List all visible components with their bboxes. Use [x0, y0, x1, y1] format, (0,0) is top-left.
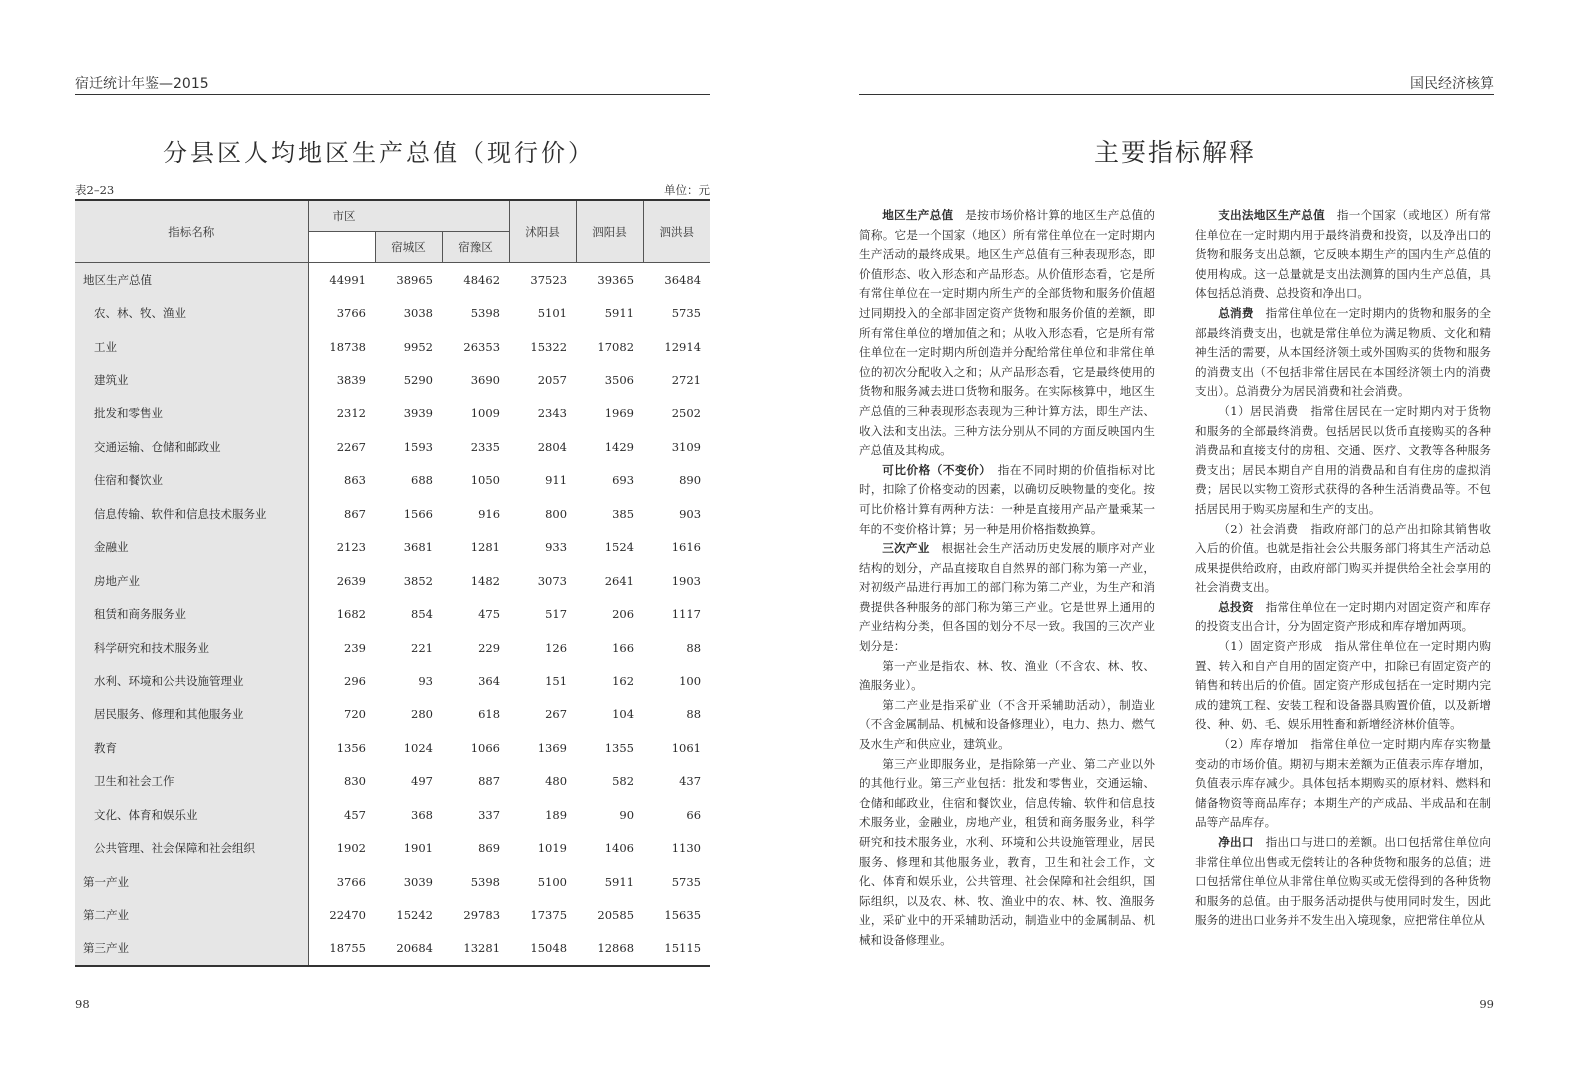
table-row — [75, 631, 710, 664]
table-cell: 13281 — [442, 932, 509, 966]
table-cell: 126 — [545, 640, 568, 655]
table-cell: 618 — [478, 707, 501, 722]
explanation-paragraph — [1195, 735, 1491, 833]
table-cell: 5735 — [671, 874, 702, 889]
table-cell: 1682 — [336, 607, 366, 622]
table-cell: 3073 — [537, 573, 568, 588]
row-label: 公共管理、社会保障和社会组织 — [75, 831, 308, 864]
right-page — [790, 0, 1587, 1077]
table-cell: 221 — [411, 640, 433, 655]
table-cell: 15242 — [396, 908, 433, 923]
term-definition: 第二产业是指采矿业（不含开采辅助活动），制造业（不含金属制品、机械和设备修理业），电力、热力、燃气及水生产和供应业，建筑业。 — [859, 697, 1155, 752]
explanation-paragraph — [859, 755, 1155, 951]
table-cell: 3038 — [403, 306, 433, 321]
explanations-column-left — [859, 206, 1155, 951]
term-heading: 总投资 — [1218, 599, 1254, 614]
row-label: 住宿和餐饮业 — [75, 464, 308, 497]
table-cell: 854 — [411, 607, 433, 622]
table-cell: 1524 — [604, 540, 635, 555]
table-cell: 2312 — [336, 406, 366, 421]
term-definition: 第一产业是指农、林、牧、渔业（不含农、林、牧、渔服务业）。 — [859, 658, 1155, 693]
table-cell: 3039 — [403, 874, 433, 889]
row-label: 建筑业 — [75, 363, 308, 396]
table-cell: 830 — [344, 774, 366, 789]
table-cell: 5101 — [537, 306, 568, 321]
table-cell: 869 — [478, 841, 501, 856]
table-cell: 44991 — [329, 272, 366, 287]
table-cell: 15635 — [664, 908, 702, 923]
term-definition: 指一个国家（或地区）所有常住单位在一定时期内用于最终消费和投资，以及净出口的货物和服务支出总额，它反映本期生产的国内生产总值的使用构成。这一总量就是支出法测算的国内生产总值，具体包括总消费、总投资和净出口。 — [1195, 208, 1491, 301]
table-cell: 3681 — [403, 540, 433, 555]
table-row — [75, 430, 710, 463]
header-suyuqu: 宿豫区 — [442, 232, 509, 263]
table-cell: 1356 — [336, 740, 366, 755]
table-cell: 337 — [478, 807, 501, 822]
header-rule-right — [859, 94, 1494, 95]
explanation-paragraph — [1195, 304, 1491, 402]
table-cell: 693 — [612, 473, 635, 488]
table-title: 分县区人均地区生产总值（现行价） — [163, 139, 595, 167]
table-cell: 5735 — [671, 306, 702, 321]
header-siyang: 泗阳县 — [576, 200, 643, 263]
term-definition: 第三产业即服务业，是指除第一产业、第二产业以外的其他行业。第三产业包括：批发和零售业，交通运输、仓储和邮政业，住宿和餐饮业，信息传输、软件和信息技术服务业，金融业，房地产业，租赁和商务服务业，科学研究和技术服务业，水利、环境和公共设施管理业，居民服务、修理和其他服务业，教育，卫生和社会工作，文化、体育和娱乐业，公共管理、社会保障和社会组织，国际组织，以及农、林、牧、渔业中的农、林、牧、渔服务业，采矿业中的开采辅助活动，制造业中的金属制品、机械和设备修理业。 — [859, 756, 1155, 947]
header-shuyang: 沭阳县 — [509, 200, 576, 263]
term-definition: （1）固定资产形成 指从常住单位在一定时期内购置、转入和自产自用的固定资产中，扣除已有固定资产的销售和转出后的价值。固定资产形成包括在一定时期内完成的建筑工程、安装工程和设备器具购置价值，以及新增役、种、奶、毛、娱乐用牲畜和新增经济林价值等。 — [1195, 639, 1491, 732]
table-cell: 239 — [344, 640, 366, 655]
table-cell: 151 — [545, 673, 568, 688]
table-cell: 1969 — [604, 406, 635, 421]
row-label: 交通运输、仓储和邮政业 — [75, 430, 308, 463]
table-cell: 100 — [679, 673, 702, 688]
explanation-paragraph — [1195, 598, 1491, 637]
table-cell: 1901 — [403, 841, 433, 856]
term-definition: 指常住单位在一定时期内对固定资产和库存的投资支出合计，分为固定资产形成和库存增加两项。 — [1195, 599, 1491, 634]
row-label: 地区生产总值 — [75, 263, 308, 297]
table-cell: 385 — [612, 506, 635, 521]
table-cell: 1066 — [470, 740, 501, 755]
table-row — [75, 330, 710, 363]
table-cell: 17082 — [597, 339, 635, 354]
table-cell: 1593 — [403, 439, 433, 454]
term-definition: （1）居民消费 指常住居民在一定时期内对于货物和服务的全部最终消费。包括居民以货币直接购买的各种消费品和直接支付的房租、交通、医疗、文教等各种服务费支出；居民本期自产自用的消费品和自有住房的虚拟消费；居民以实物工资形式获得的各种生活消费品等。不包括居民用于购买房屋和生产的支出。 — [1195, 403, 1491, 516]
table-cell: 12868 — [576, 932, 643, 966]
table-cell: 800 — [545, 506, 568, 521]
table-cell: 1369 — [537, 740, 568, 755]
table-cell: 368 — [411, 807, 433, 822]
table-cell: 863 — [344, 473, 366, 488]
table-cell: 3109 — [671, 439, 702, 454]
term-definition: （2）库存增加 指常住单位一定时期内库存实物量变动的市场价值。期初与期末差额为正值表示库存增加，负值表示库存减少。具体包括本期购买的原材料、燃料和储备物资等商品库存；本期生产的产成品、半成品和在制品等产品库存。 — [1195, 737, 1491, 830]
table-cell: 890 — [679, 473, 702, 488]
table-cell: 2057 — [537, 373, 568, 388]
row-label: 租赁和商务服务业 — [75, 597, 308, 630]
row-label: 农、林、牧、渔业 — [75, 296, 308, 329]
table-cell: 15322 — [530, 339, 568, 354]
row-label: 卫生和社会工作 — [75, 765, 308, 798]
row-label: 第三产业 — [75, 932, 308, 966]
table-row — [75, 363, 710, 396]
row-label: 第一产业 — [75, 865, 308, 898]
table-cell: 1902 — [336, 841, 366, 856]
table-cell: 364 — [478, 673, 501, 688]
table-row — [75, 397, 710, 430]
running-head-right: 国民经济核算 — [1410, 76, 1494, 92]
table-cell: 911 — [545, 473, 568, 488]
table-row — [75, 765, 710, 798]
table-cell: 3852 — [403, 573, 433, 588]
explanation-paragraph — [1195, 206, 1491, 304]
table-cell: 20684 — [375, 932, 442, 966]
table-cell: 1061 — [671, 740, 702, 755]
table-cell: 688 — [411, 473, 433, 488]
table-row — [75, 698, 710, 731]
table-cell: 18738 — [329, 339, 366, 354]
explanation-paragraph — [859, 461, 1155, 539]
table-cell: 2641 — [604, 573, 635, 588]
table-number: 表2–23 — [75, 183, 115, 197]
row-label: 水利、环境和公共设施管理业 — [75, 664, 308, 697]
term-heading: 三次产业 — [882, 541, 930, 556]
row-label: 房地产业 — [75, 564, 308, 597]
row-label: 教育 — [75, 731, 308, 764]
table-cell: 5398 — [470, 874, 501, 889]
table-cell: 1130 — [671, 841, 702, 856]
table-cell: 38965 — [396, 272, 433, 287]
table-cell: 887 — [478, 774, 501, 789]
table-cell: 457 — [344, 807, 366, 822]
table-cell: 437 — [679, 774, 702, 789]
term-heading: 可比价格（不变价） — [882, 462, 986, 477]
table-cell: 1009 — [470, 406, 501, 421]
header-rule-left — [75, 94, 710, 95]
row-label: 居民服务、修理和其他服务业 — [75, 698, 308, 731]
table-row — [75, 263, 710, 297]
row-label: 第二产业 — [75, 898, 308, 931]
table-row — [75, 932, 710, 966]
row-label: 文化、体育和娱乐业 — [75, 798, 308, 831]
table-cell: 1355 — [604, 740, 635, 755]
explanations-column-right — [1195, 206, 1491, 931]
table-cell: 2502 — [671, 406, 702, 421]
table-cell: 1050 — [470, 473, 501, 488]
row-label: 工业 — [75, 330, 308, 363]
running-head-left: 宿迁统计年鉴—2015 — [75, 76, 209, 92]
table-cell: 1019 — [537, 841, 568, 856]
table-unit: 单位：元 — [664, 183, 710, 197]
table-cell: 5911 — [604, 306, 635, 321]
table-cell: 475 — [478, 607, 501, 622]
table-cell: 5290 — [403, 373, 433, 388]
table-cell: 9952 — [403, 339, 433, 354]
table-cell: 267 — [545, 707, 568, 722]
table-cell: 867 — [344, 506, 366, 521]
table-cell: 3506 — [604, 373, 635, 388]
header-city: 市区 — [308, 200, 509, 232]
table-cell: 1903 — [671, 573, 702, 588]
explanation-paragraph — [859, 206, 1155, 461]
table-cell: 48462 — [463, 272, 501, 287]
table-cell: 12914 — [664, 339, 702, 354]
term-heading: 支出法地区生产总值 — [1218, 208, 1326, 222]
table-cell: 88 — [686, 640, 702, 655]
table-cell: 189 — [545, 807, 568, 822]
header-suchengqu: 宿城区 — [375, 232, 442, 263]
explanation-paragraph — [1195, 520, 1491, 598]
table-row — [75, 531, 710, 564]
term-heading: 地区生产总值 — [882, 208, 954, 222]
table-cell: 206 — [612, 607, 635, 622]
table-cell: 3939 — [403, 406, 433, 421]
table-cell: 2267 — [336, 439, 366, 454]
table-cell: 66 — [686, 807, 702, 822]
table-cell: 2335 — [470, 439, 501, 454]
term-heading: 总消费 — [1218, 305, 1254, 320]
table-cell: 1566 — [403, 506, 433, 521]
table-cell: 903 — [679, 506, 702, 521]
table-cell: 720 — [344, 707, 366, 722]
explanation-paragraph — [1195, 402, 1491, 520]
table-row — [75, 898, 710, 931]
term-definition: 指常住单位在一定时期内的货物和服务的全部最终消费支出，也就是常住单位为满足物质、文化和精神生活的需要，从本国经济领土或外国购买的货物和服务的消费支出（不包括非常住居民在本国经济领土内的消费支出）。总消费分为居民消费和社会消费。 — [1195, 305, 1491, 399]
page-number-left: 98 — [75, 997, 90, 1011]
term-heading: 净出口 — [1218, 835, 1254, 849]
table-cell: 15115 — [643, 932, 710, 966]
table-cell: 17375 — [530, 908, 568, 923]
table-cell: 93 — [418, 673, 433, 688]
table-cell: 29783 — [463, 908, 501, 923]
table-cell: 26353 — [463, 339, 501, 354]
table-cell: 39365 — [597, 272, 635, 287]
table-cell: 37523 — [530, 272, 568, 287]
table-cell: 3690 — [470, 373, 501, 388]
table-cell: 480 — [545, 774, 568, 789]
table-cell: 2721 — [671, 373, 702, 388]
header-indicator: 指标名称 — [75, 200, 308, 263]
table-row — [75, 865, 710, 898]
header-sihong: 泗洪县 — [643, 200, 710, 263]
row-label: 科学研究和技术服务业 — [75, 631, 308, 664]
explanation-paragraph — [1195, 833, 1491, 931]
table-cell: 15048 — [509, 932, 576, 966]
row-label: 批发和零售业 — [75, 397, 308, 430]
table-cell: 2804 — [537, 439, 568, 454]
table-cell: 296 — [344, 673, 366, 688]
gdp-per-capita-table — [75, 199, 710, 967]
table-cell: 2639 — [336, 573, 366, 588]
table-cell: 1281 — [470, 540, 501, 555]
table-cell: 1024 — [403, 740, 433, 755]
table-cell: 497 — [411, 774, 433, 789]
table-cell: 5100 — [537, 874, 568, 889]
table-cell: 166 — [612, 640, 635, 655]
explanation-paragraph — [859, 696, 1155, 755]
table-cell: 280 — [411, 707, 433, 722]
table-cell: 1616 — [671, 540, 702, 555]
table-cell: 22470 — [329, 908, 366, 923]
table-row — [75, 831, 710, 864]
table-row — [75, 798, 710, 831]
term-definition: （2）社会消费 指政府部门的总产出扣除其销售收入后的价值。也就是指社会公共服务部门将其生产活动总成果提供给政府，由政府部门购买并提供给全社会享用的社会消费支出。 — [1195, 521, 1491, 595]
table-row — [75, 464, 710, 497]
table-cell: 36484 — [664, 272, 702, 287]
table-cell: 2343 — [537, 406, 568, 421]
table-row — [75, 597, 710, 630]
table-cell: 916 — [478, 506, 501, 521]
table-cell: 3839 — [336, 373, 366, 388]
table-cell: 3766 — [336, 874, 366, 889]
explanations-title: 主要指标解释 — [1094, 138, 1257, 167]
table-row — [75, 731, 710, 764]
table-cell: 933 — [545, 540, 568, 555]
explanation-paragraph — [859, 657, 1155, 696]
table-cell: 2123 — [336, 540, 366, 555]
table-cell: 517 — [545, 607, 568, 622]
table-row — [75, 296, 710, 329]
table-row — [75, 564, 710, 597]
table-cell: 1482 — [470, 573, 501, 588]
table-cell: 229 — [478, 640, 501, 655]
row-label: 信息传输、软件和信息技术服务业 — [75, 497, 308, 530]
table-cell: 20585 — [597, 908, 635, 923]
table-cell: 1117 — [671, 607, 702, 622]
left-page — [0, 0, 790, 1077]
term-definition: 是按市场价格计算的地区生产总值的简称。它是一个国家（地区）所有常住单位在一定时期内生产活动的最终成果。地区生产总值有三种表现形态，即价值形态、收入形态和产品形态。从价值形态看，它是所有常住单位在一定时期内所生产的全部货物和服务价值超过同期投入的全部非固定资产货物和服务价值的差额，即所有常住单位的增加值之和；从收入形态看，它是所有常住单位在一定时期内所创造并分配给常住单位和非常住单位的初次分配收入之和；从产品形态看，它是最终使用的货物和服务减去进口货物和服务。在实际核算中，地区生产总值的三种表现形态表现为三种计算方法，即生产法、收入法和支出法。三种方法分别从不同的方面反映国内生产总值及其构成。 — [859, 208, 1155, 458]
table-cell: 18755 — [308, 932, 375, 966]
table-cell: 1429 — [604, 439, 635, 454]
table-cell: 162 — [612, 673, 635, 688]
table-row — [75, 664, 710, 697]
page-number-right: 99 — [1479, 997, 1494, 1011]
explanation-paragraph — [859, 539, 1155, 657]
header-city-total-blank — [308, 232, 375, 263]
table-row — [75, 497, 710, 530]
table-cell: 5911 — [604, 874, 635, 889]
table-cell: 5398 — [470, 306, 501, 321]
table-cell: 104 — [612, 707, 635, 722]
table-cell: 90 — [619, 807, 635, 822]
row-label: 金融业 — [75, 531, 308, 564]
table-cell: 1406 — [604, 841, 635, 856]
term-definition: 指出口与进口的差额。出口包括常住单位向非常住单位出售或无偿转让的各种货物和服务的总值；进口包括常住单位从非常住单位购买或无偿得到的各种货物和服务的总值。由于服务活动提供与使用同时发生，因此服务的进出口业务并不发生出入境现象，应把常住单位从 — [1195, 835, 1491, 928]
explanation-paragraph — [1195, 637, 1491, 735]
table-cell: 88 — [686, 707, 702, 722]
table-cell: 3766 — [336, 306, 366, 321]
term-definition: 根据社会生产活动历史发展的顺序对产业结构的划分，产品直接取自自然界的部门称为第一产业，对初级产品进行再加工的部门称为第二产业，为生产和消费提供各种服务的部门称为第三产业。它是世界上通用的产业结构分类，但各国的划分不尽一致。我国的三次产业划分是： — [859, 541, 1155, 654]
table-cell: 582 — [612, 774, 635, 789]
term-definition: 指在不同时期的价值指标对比时，扣除了价格变动的因素，以确切反映物量的变化。按可比价格计算有两种方法：一种是直接用产品产量乘某一年的不变价格计算；另一种是用价格指数换算。 — [859, 462, 1155, 536]
